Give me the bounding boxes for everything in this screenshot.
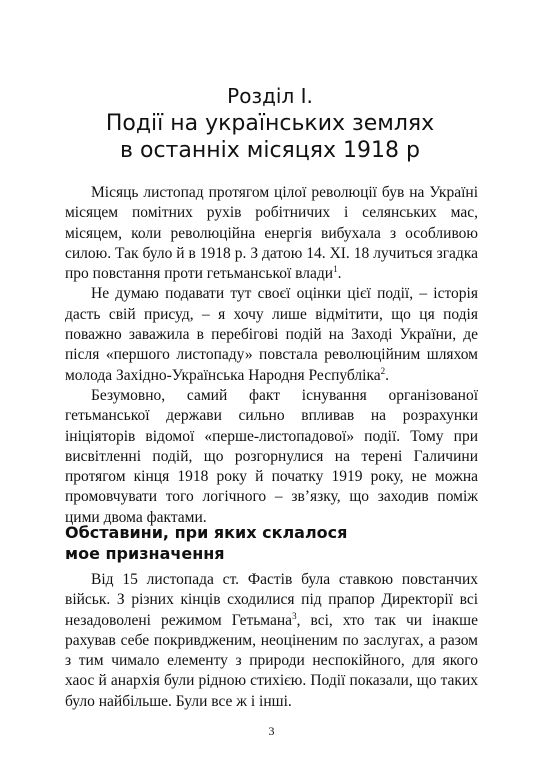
footnote-ref-3: 3 (292, 610, 297, 621)
section-heading-line-1: Обставини, при яких склалося (65, 523, 348, 542)
section-paragraph-1 (65, 570, 478, 712)
paragraph-3-text: Безумовно, самий факт існування організованої гетьманської держави сильно впливав на розрахунки ініціяторів відомої «перше-листопадової» події. Тому при висвітленні подій, що розгорнулися на терені Галичини протягом кінця 1918 року й початку 1919 року, не можна промовчувати того логічного – зв’язку, що заходив поміж цими двома фактами. (65, 386, 478, 526)
chapter-title-line-2: в останніх місяцях 1918 р (120, 138, 420, 163)
section-paragraph-1-text: Від 15 листопада ст. Фастів була ставкою повстанчих військ. З різних кінців сходилися під прапор Директорії всі незадоволені режимом Гетьмана (65, 571, 478, 629)
section-heading-line-2: мое призначення (65, 544, 225, 563)
chapter-title-line-1: Події на українських землях (105, 111, 435, 136)
paragraph-1 (65, 183, 478, 284)
chapter-title (60, 110, 480, 164)
paragraph-1-tail: . (337, 265, 342, 283)
footnote-ref-2: 2 (380, 365, 386, 376)
footnote-ref-1: 1 (333, 264, 338, 275)
chapter-body (65, 183, 478, 528)
chapter-label: Розділ І. (227, 84, 313, 108)
paragraph-2 (65, 284, 478, 385)
section-paragraph-1-tail: , всі, хто так чи інакше рахував себе покривдженим, неоціненим по заслугах, а разом з тим чимало елементу з природи неспокійного, для якого хаос й анархія були рідною стихією. Події показали, що таких було найбільше. Були все ж і інші. (65, 611, 478, 710)
paragraph-1-text: Місяць листопад протягом цілої революції був на Україні місяцем помітних рухів робітничих і селянських мас, місяцем, коли революційна енергія вибухала з особливою силою. Так було й в 1918 р. З датою 14. XI. 18 лучиться згадка про повстання проти гетьманської влади (65, 184, 478, 283)
paragraph-2-tail: . (385, 366, 390, 384)
section-heading (65, 522, 478, 564)
paragraph-2-text: Не думаю подавати тут своєї оцінки цієї події, – історія дасть свій присуд, – я хочу лише відмітити, що ця подія поважно заважила в перебігові подій на Заході України, де після «першого листопаду» повстала революційним шляхом молода Західно-Українська Народня Республіка (65, 285, 478, 384)
paragraph-3 (65, 386, 478, 528)
section-body (65, 570, 478, 712)
page-number: 3 (268, 724, 275, 738)
